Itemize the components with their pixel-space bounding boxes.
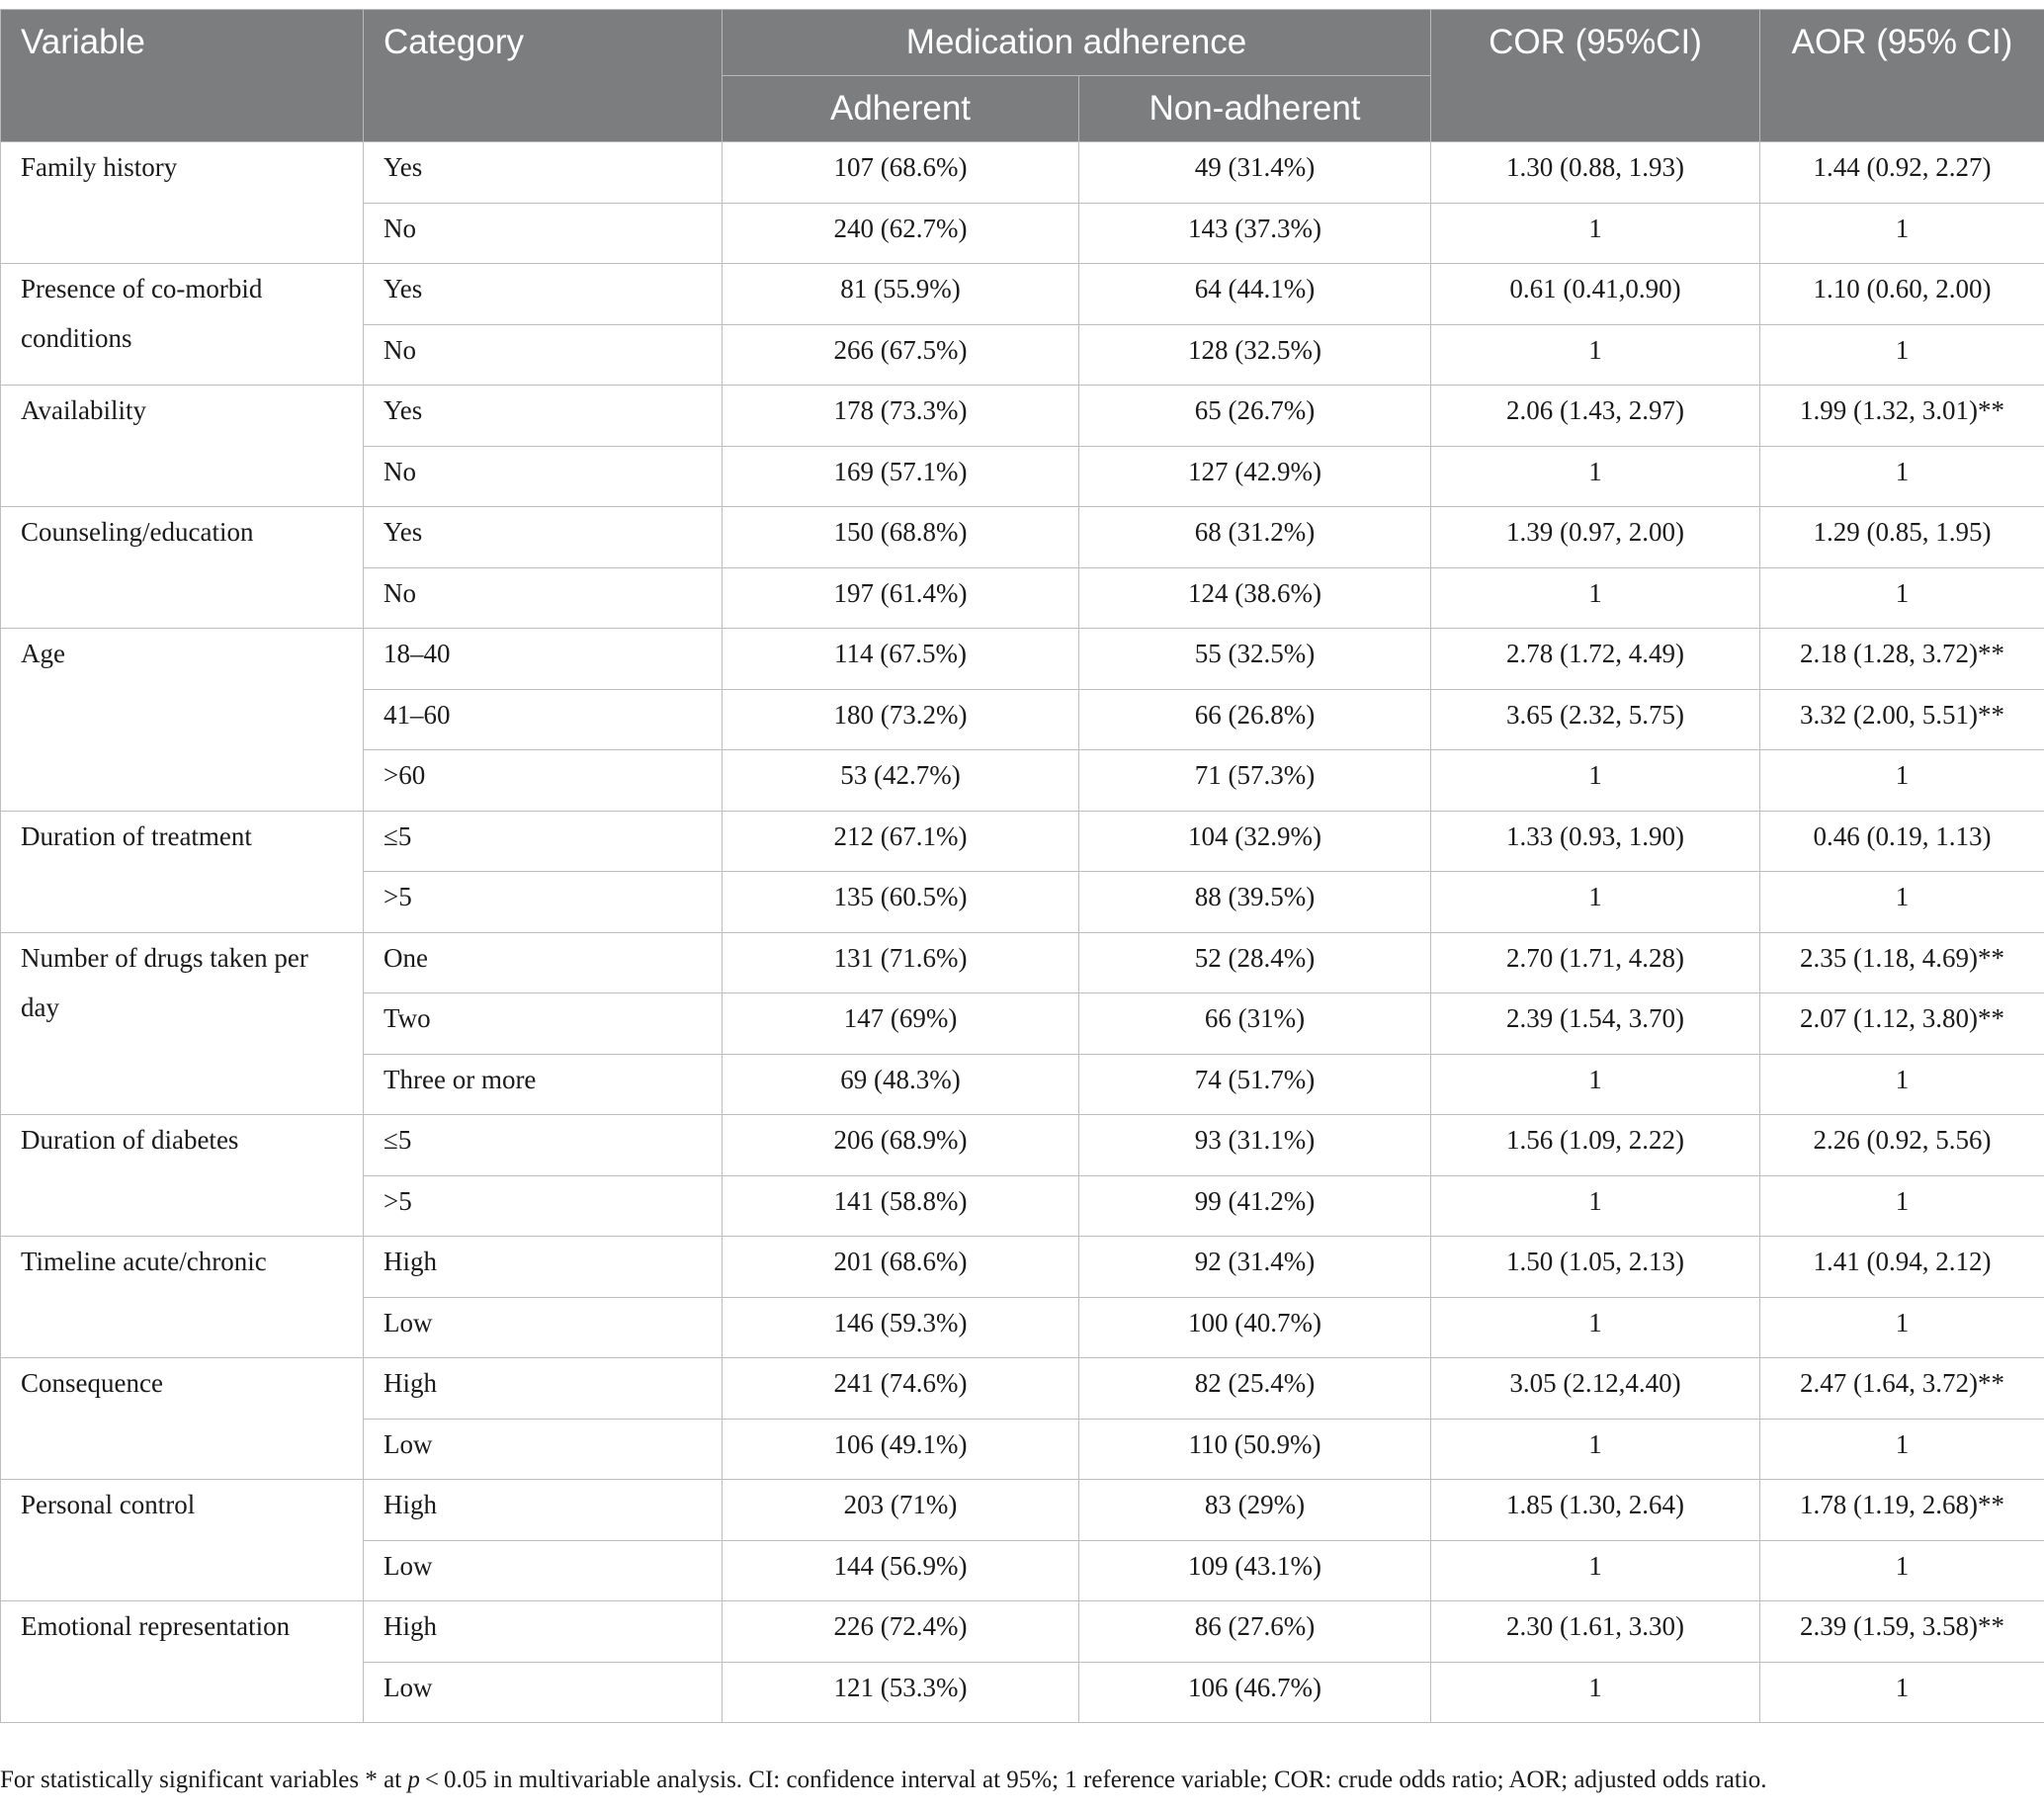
cor-cell: 1 bbox=[1431, 1054, 1760, 1115]
category-cell: Yes bbox=[364, 264, 723, 325]
category-cell: Low bbox=[364, 1297, 723, 1358]
table-row bbox=[1, 386, 2044, 447]
cor-cell: 1 bbox=[1431, 872, 1760, 933]
header-medication-adherence: Medication adherence bbox=[723, 10, 1431, 76]
category-cell: High bbox=[364, 1358, 723, 1420]
non-adherent-cell: 104 (32.9%) bbox=[1079, 811, 1431, 872]
header-non-adherent: Non-adherent bbox=[1079, 76, 1431, 142]
adherent-cell: 107 (68.6%) bbox=[723, 142, 1079, 204]
non-adherent-cell: 83 (29%) bbox=[1079, 1480, 1431, 1541]
adherent-cell: 226 (72.4%) bbox=[723, 1601, 1079, 1663]
cor-cell: 2.78 (1.72, 4.49) bbox=[1431, 629, 1760, 690]
table-row bbox=[1, 1115, 2044, 1176]
header-cor: COR (95%CI) bbox=[1431, 10, 1760, 142]
non-adherent-cell: 65 (26.7%) bbox=[1079, 386, 1431, 447]
aor-cell: 1 bbox=[1760, 750, 2044, 812]
aor-cell: 2.35 (1.18, 4.69)** bbox=[1760, 932, 2044, 993]
adherent-cell: 106 (49.1%) bbox=[723, 1419, 1079, 1480]
category-cell: High bbox=[364, 1237, 723, 1298]
non-adherent-cell: 52 (28.4%) bbox=[1079, 932, 1431, 993]
variable-cell: Consequence bbox=[1, 1358, 364, 1480]
non-adherent-cell: 49 (31.4%) bbox=[1079, 142, 1431, 204]
adherent-cell: 241 (74.6%) bbox=[723, 1358, 1079, 1420]
footnote-text-end: < 0.05 in multivariable analysis. CI: confidence interval at 95%; 1 reference variable; COR: crude odds ratio; AOR; adjusted odds ratio. bbox=[419, 1767, 1767, 1793]
cor-cell: 1 bbox=[1431, 1419, 1760, 1480]
non-adherent-cell: 106 (46.7%) bbox=[1079, 1662, 1431, 1723]
header-category: Category bbox=[364, 10, 723, 142]
aor-cell: 1.44 (0.92, 2.27) bbox=[1760, 142, 2044, 204]
non-adherent-cell: 68 (31.2%) bbox=[1079, 507, 1431, 568]
cor-cell: 1 bbox=[1431, 446, 1760, 507]
cor-cell: 3.05 (2.12,4.40) bbox=[1431, 1358, 1760, 1420]
aor-cell: 1.10 (0.60, 2.00) bbox=[1760, 264, 2044, 325]
cor-cell: 1 bbox=[1431, 567, 1760, 629]
aor-cell: 1 bbox=[1760, 324, 2044, 386]
aor-cell: 2.18 (1.28, 3.72)** bbox=[1760, 629, 2044, 690]
variable-cell: Emotional representation bbox=[1, 1601, 364, 1723]
adherent-cell: 197 (61.4%) bbox=[723, 567, 1079, 629]
cor-cell: 1.50 (1.05, 2.13) bbox=[1431, 1237, 1760, 1298]
category-cell: One bbox=[364, 932, 723, 993]
adherent-cell: 169 (57.1%) bbox=[723, 446, 1079, 507]
table-body bbox=[1, 142, 2044, 1723]
adherent-cell: 144 (56.9%) bbox=[723, 1540, 1079, 1601]
non-adherent-cell: 55 (32.5%) bbox=[1079, 629, 1431, 690]
adherent-cell: 240 (62.7%) bbox=[723, 203, 1079, 264]
aor-cell: 1 bbox=[1760, 872, 2044, 933]
category-cell: ≤5 bbox=[364, 1115, 723, 1176]
adherent-cell: 135 (60.5%) bbox=[723, 872, 1079, 933]
category-cell: High bbox=[364, 1480, 723, 1541]
category-cell: 41–60 bbox=[364, 689, 723, 750]
cor-cell: 3.65 (2.32, 5.75) bbox=[1431, 689, 1760, 750]
category-cell: High bbox=[364, 1601, 723, 1663]
aor-cell: 1 bbox=[1760, 1540, 2044, 1601]
cor-cell: 0.61 (0.41,0.90) bbox=[1431, 264, 1760, 325]
table-row bbox=[1, 264, 2044, 325]
adherent-cell: 146 (59.3%) bbox=[723, 1297, 1079, 1358]
aor-cell: 1 bbox=[1760, 446, 2044, 507]
table-row bbox=[1, 1358, 2044, 1420]
non-adherent-cell: 64 (44.1%) bbox=[1079, 264, 1431, 325]
non-adherent-cell: 100 (40.7%) bbox=[1079, 1297, 1431, 1358]
category-cell: Yes bbox=[364, 386, 723, 447]
cor-cell: 1 bbox=[1431, 1662, 1760, 1723]
adherent-cell: 212 (67.1%) bbox=[723, 811, 1079, 872]
cor-cell: 2.39 (1.54, 3.70) bbox=[1431, 993, 1760, 1055]
non-adherent-cell: 93 (31.1%) bbox=[1079, 1115, 1431, 1176]
cor-cell: 2.70 (1.71, 4.28) bbox=[1431, 932, 1760, 993]
category-cell: ≤5 bbox=[364, 811, 723, 872]
header-adherent: Adherent bbox=[723, 76, 1079, 142]
non-adherent-cell: 66 (26.8%) bbox=[1079, 689, 1431, 750]
category-cell: 18–40 bbox=[364, 629, 723, 690]
header-variable: Variable bbox=[1, 10, 364, 142]
cor-cell: 2.06 (1.43, 2.97) bbox=[1431, 386, 1760, 447]
variable-cell: Duration of treatment bbox=[1, 811, 364, 932]
adherent-cell: 203 (71%) bbox=[723, 1480, 1079, 1541]
aor-cell: 1 bbox=[1760, 203, 2044, 264]
adherent-cell: 150 (68.8%) bbox=[723, 507, 1079, 568]
table-row bbox=[1, 1480, 2044, 1541]
aor-cell: 1 bbox=[1760, 1662, 2044, 1723]
variable-cell: Timeline acute/chronic bbox=[1, 1237, 364, 1358]
table-footnote bbox=[0, 1764, 1767, 1797]
category-cell: Two bbox=[364, 993, 723, 1055]
aor-cell: 3.32 (2.00, 5.51)** bbox=[1760, 689, 2044, 750]
table-row bbox=[1, 629, 2044, 690]
results-table bbox=[0, 9, 2044, 1723]
aor-cell: 1 bbox=[1760, 1175, 2044, 1237]
table-header bbox=[1, 10, 2044, 142]
footnote-text-start: For statistically significant variables * at bbox=[0, 1767, 408, 1793]
aor-cell: 2.07 (1.12, 3.80)** bbox=[1760, 993, 2044, 1055]
non-adherent-cell: 92 (31.4%) bbox=[1079, 1237, 1431, 1298]
cor-cell: 1 bbox=[1431, 1540, 1760, 1601]
cor-cell: 1.85 (1.30, 2.64) bbox=[1431, 1480, 1760, 1541]
aor-cell: 1.41 (0.94, 2.12) bbox=[1760, 1237, 2044, 1298]
header-aor: AOR (95% CI) bbox=[1760, 10, 2044, 142]
cor-cell: 1 bbox=[1431, 1297, 1760, 1358]
variable-cell: Availability bbox=[1, 386, 364, 507]
category-cell: No bbox=[364, 446, 723, 507]
category-cell: Low bbox=[364, 1419, 723, 1480]
aor-cell: 2.47 (1.64, 3.72)** bbox=[1760, 1358, 2044, 1420]
cor-cell: 1.33 (0.93, 1.90) bbox=[1431, 811, 1760, 872]
category-cell: >5 bbox=[364, 872, 723, 933]
adherent-cell: 81 (55.9%) bbox=[723, 264, 1079, 325]
aor-cell: 1.99 (1.32, 3.01)** bbox=[1760, 386, 2044, 447]
adherent-cell: 266 (67.5%) bbox=[723, 324, 1079, 386]
table-row bbox=[1, 932, 2044, 993]
aor-cell: 1 bbox=[1760, 1297, 2044, 1358]
category-cell: No bbox=[364, 567, 723, 629]
aor-cell: 1 bbox=[1760, 1054, 2044, 1115]
category-cell: Three or more bbox=[364, 1054, 723, 1115]
cor-cell: 1 bbox=[1431, 1175, 1760, 1237]
variable-cell: Presence of co-morbid conditions bbox=[1, 264, 364, 386]
table-row bbox=[1, 1601, 2044, 1663]
non-adherent-cell: 128 (32.5%) bbox=[1079, 324, 1431, 386]
variable-cell: Family history bbox=[1, 142, 364, 264]
aor-cell: 1 bbox=[1760, 1419, 2044, 1480]
adherent-cell: 53 (42.7%) bbox=[723, 750, 1079, 812]
adherent-cell: 180 (73.2%) bbox=[723, 689, 1079, 750]
non-adherent-cell: 71 (57.3%) bbox=[1079, 750, 1431, 812]
variable-cell: Age bbox=[1, 629, 364, 812]
non-adherent-cell: 124 (38.6%) bbox=[1079, 567, 1431, 629]
adherent-cell: 147 (69%) bbox=[723, 993, 1079, 1055]
variable-cell: Counseling/education bbox=[1, 507, 364, 629]
category-cell: No bbox=[364, 203, 723, 264]
variable-cell: Number of drugs taken per day bbox=[1, 932, 364, 1115]
aor-cell: 2.39 (1.59, 3.58)** bbox=[1760, 1601, 2044, 1663]
table-row bbox=[1, 1237, 2044, 1298]
category-cell: >60 bbox=[364, 750, 723, 812]
adherent-cell: 178 (73.3%) bbox=[723, 386, 1079, 447]
adherent-cell: 131 (71.6%) bbox=[723, 932, 1079, 993]
table-row bbox=[1, 142, 2044, 204]
adherent-cell: 69 (48.3%) bbox=[723, 1054, 1079, 1115]
non-adherent-cell: 66 (31%) bbox=[1079, 993, 1431, 1055]
aor-cell: 2.26 (0.92, 5.56) bbox=[1760, 1115, 2044, 1176]
table-row bbox=[1, 811, 2044, 872]
non-adherent-cell: 110 (50.9%) bbox=[1079, 1419, 1431, 1480]
cor-cell: 2.30 (1.61, 3.30) bbox=[1431, 1601, 1760, 1663]
table-row bbox=[1, 507, 2044, 568]
variable-cell: Personal control bbox=[1, 1480, 364, 1601]
non-adherent-cell: 143 (37.3%) bbox=[1079, 203, 1431, 264]
aor-cell: 0.46 (0.19, 1.13) bbox=[1760, 811, 2044, 872]
non-adherent-cell: 88 (39.5%) bbox=[1079, 872, 1431, 933]
non-adherent-cell: 82 (25.4%) bbox=[1079, 1358, 1431, 1420]
cor-cell: 1 bbox=[1431, 750, 1760, 812]
adherent-cell: 201 (68.6%) bbox=[723, 1237, 1079, 1298]
non-adherent-cell: 99 (41.2%) bbox=[1079, 1175, 1431, 1237]
cor-cell: 1 bbox=[1431, 203, 1760, 264]
adherent-cell: 114 (67.5%) bbox=[723, 629, 1079, 690]
non-adherent-cell: 109 (43.1%) bbox=[1079, 1540, 1431, 1601]
cor-cell: 1 bbox=[1431, 324, 1760, 386]
category-cell: Low bbox=[364, 1540, 723, 1601]
category-cell: Low bbox=[364, 1662, 723, 1723]
adherent-cell: 121 (53.3%) bbox=[723, 1662, 1079, 1723]
adherent-cell: 206 (68.9%) bbox=[723, 1115, 1079, 1176]
footnote-p-symbol: p bbox=[407, 1767, 420, 1793]
aor-cell: 1 bbox=[1760, 567, 2044, 629]
variable-cell: Duration of diabetes bbox=[1, 1115, 364, 1237]
cor-cell: 1.56 (1.09, 2.22) bbox=[1431, 1115, 1760, 1176]
category-cell: No bbox=[364, 324, 723, 386]
category-cell: Yes bbox=[364, 507, 723, 568]
non-adherent-cell: 127 (42.9%) bbox=[1079, 446, 1431, 507]
aor-cell: 1.78 (1.19, 2.68)** bbox=[1760, 1480, 2044, 1541]
non-adherent-cell: 74 (51.7%) bbox=[1079, 1054, 1431, 1115]
cor-cell: 1.30 (0.88, 1.93) bbox=[1431, 142, 1760, 204]
aor-cell: 1.29 (0.85, 1.95) bbox=[1760, 507, 2044, 568]
non-adherent-cell: 86 (27.6%) bbox=[1079, 1601, 1431, 1663]
cor-cell: 1.39 (0.97, 2.00) bbox=[1431, 507, 1760, 568]
category-cell: >5 bbox=[364, 1175, 723, 1237]
category-cell: Yes bbox=[364, 142, 723, 204]
adherent-cell: 141 (58.8%) bbox=[723, 1175, 1079, 1237]
